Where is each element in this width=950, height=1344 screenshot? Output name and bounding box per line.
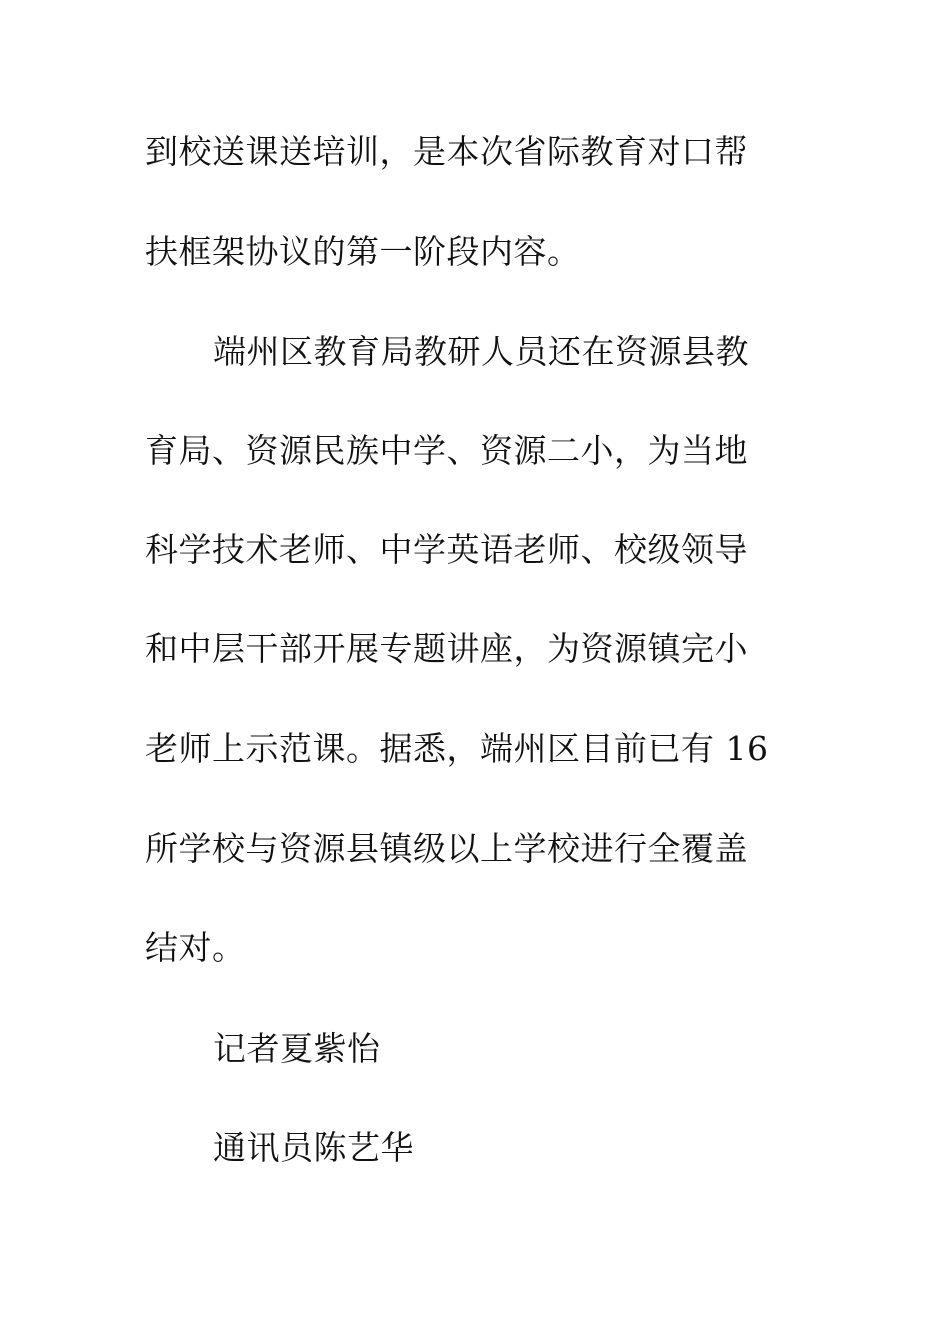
paragraph-line: 和中层干部开展专题讲座，为资源镇完小 (145, 629, 748, 668)
reporter-byline: 记者夏紫怡 (213, 1029, 381, 1068)
paragraph-line: 老师上示范课。据悉，端州区目前已有 16 (145, 729, 769, 768)
paragraph-line: 到校送课送培训，是本次省际教育对口帮 (145, 132, 748, 171)
paragraph-line: 端州区教育局教研人员还在资源县教 (213, 332, 749, 371)
paragraph-line: 结对。 (145, 928, 246, 967)
paragraph-line: 育局、资源民族中学、资源二小，为当地 (145, 431, 748, 470)
paragraph-line: 所学校与资源县镇级以上学校进行全覆盖 (145, 829, 748, 868)
paragraph-line: 扶框架协议的第一阶段内容。 (145, 232, 581, 271)
paragraph-line: 科学技术老师、中学英语老师、校级领导 (145, 530, 748, 569)
correspondent-byline: 通讯员陈艺华 (213, 1128, 414, 1167)
